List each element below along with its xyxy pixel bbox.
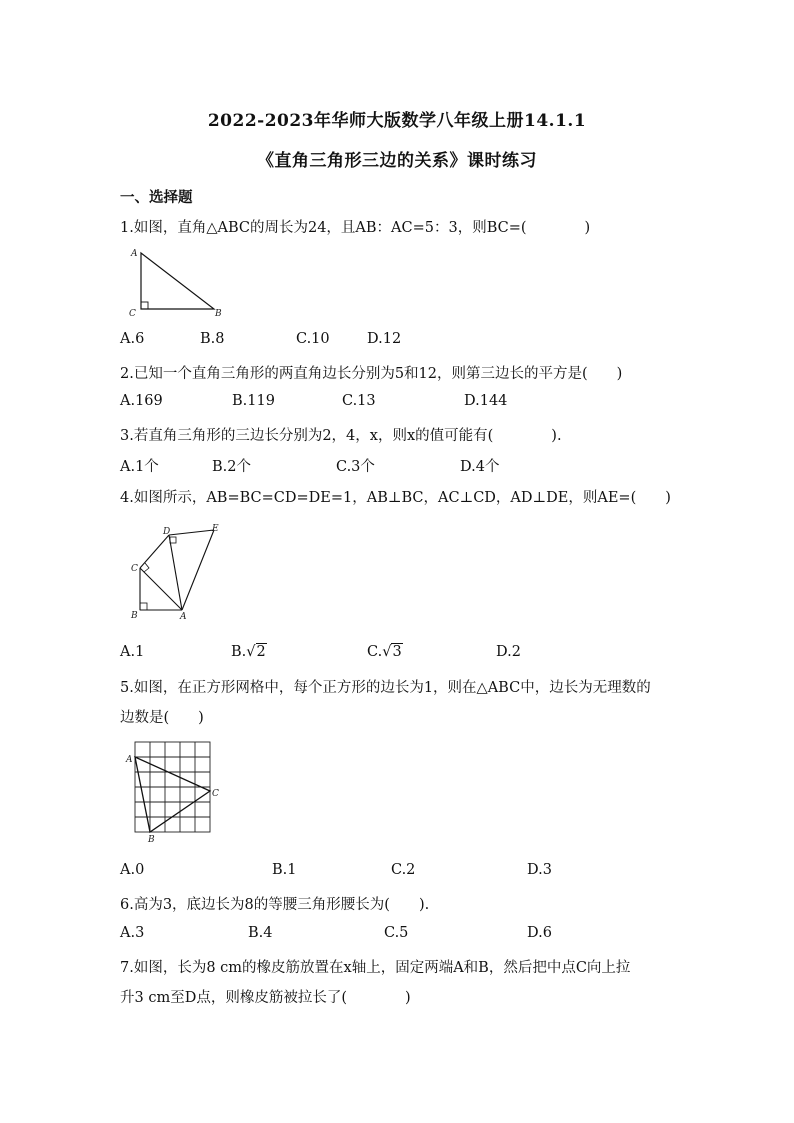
q4-option-c xyxy=(367,644,403,660)
vertex-label-e: E xyxy=(212,524,219,534)
vertex-label-c: C xyxy=(131,564,138,574)
vertex-label-c: C xyxy=(129,309,136,319)
segment-ae xyxy=(182,530,214,610)
right-angle-mark xyxy=(141,302,148,309)
question-5-text-line-2: 边数是( ) xyxy=(120,710,204,726)
q6-option-b: B.4 xyxy=(248,925,273,941)
vertex-label-b: B xyxy=(131,611,138,621)
worksheet-title: 2022-2023年华师大版数学八年级上册14.1.1 xyxy=(207,111,587,131)
q5-option-c: C.2 xyxy=(391,862,416,878)
question-1-text: 1.如图，直角△ABC的周长为24，且AB：AC=5：3，则BC=( ) xyxy=(120,220,591,236)
q3-option-d: D.4个 xyxy=(460,459,500,475)
question-3-text: 3.若直角三角形的三边长分别为2，4，x，则x的值可能有( ). xyxy=(120,428,562,444)
vertex-label-d: D xyxy=(163,527,171,537)
segment-de xyxy=(169,530,214,535)
square-grid xyxy=(135,742,210,832)
vertex-label-a: A xyxy=(180,612,187,622)
segment-cd xyxy=(140,535,169,568)
q1-option-c: C.10 xyxy=(296,331,330,347)
q4-option-b-letter: B. xyxy=(231,644,247,660)
q2-option-a: A.169 xyxy=(120,393,163,409)
q1-option-b: B.8 xyxy=(200,331,225,347)
vertex-label-a: A xyxy=(131,249,138,259)
right-angle-mark-c xyxy=(144,563,149,572)
q4-option-b-radicand: 2 xyxy=(256,644,266,660)
q3-option-c: C.3个 xyxy=(336,459,375,475)
sqrt-symbol: √ xyxy=(382,644,392,660)
vertex-label-b: B xyxy=(148,835,155,844)
section-heading: 一、选择题 xyxy=(120,189,193,206)
q5-option-b: B.1 xyxy=(272,862,297,878)
q5-option-d: D.3 xyxy=(527,862,552,878)
worksheet-subtitle: 《直角三角形三边的关系》课时练习 xyxy=(257,151,537,171)
question-4-text: 4.如图所示，AB=BC=CD=DE=1，AB⊥BC，AC⊥CD，AD⊥DE，则AE=( ) xyxy=(120,490,671,506)
question-4-figure xyxy=(126,522,230,626)
q4-option-c-radicand: 3 xyxy=(392,644,402,660)
question-7-text-line-2: 升3 cm至D点，则橡皮筋被拉长了( ) xyxy=(120,990,411,1006)
q1-option-a: A.6 xyxy=(120,331,145,347)
q3-option-b: B.2个 xyxy=(212,459,251,475)
q2-option-b: B.119 xyxy=(232,393,275,409)
q4-option-d: D.2 xyxy=(496,644,521,660)
vertex-label-c: C xyxy=(212,789,219,799)
q5-option-a: A.0 xyxy=(120,862,145,878)
q4-option-b xyxy=(231,644,267,660)
vertex-label-a: A xyxy=(126,755,133,765)
triangle-abc xyxy=(135,757,210,832)
question-7-text-line-1: 7.如图，长为8 cm的橡皮筋放置在x轴上，固定两端A和B，然后把中点C向上拉 xyxy=(120,960,631,976)
q3-option-a: A.1个 xyxy=(120,459,159,475)
question-5-figure xyxy=(124,738,224,844)
q2-option-d: D.144 xyxy=(464,393,508,409)
right-angle-mark-d xyxy=(170,537,176,543)
question-2-text: 2.已知一个直角三角形的两直角边长分别为5和12，则第三边长的平方是( ) xyxy=(120,366,623,382)
question-1-figure xyxy=(124,244,228,322)
triangle-abc xyxy=(141,253,214,309)
question-6-text: 6.高为3，底边长为8的等腰三角形腰长为( ). xyxy=(120,897,430,913)
question-5-text-line-1: 5.如图，在正方形网格中，每个正方形的边长为1，则在△ABC中，边长为无理数的 xyxy=(120,680,651,696)
vertex-label-b: B xyxy=(215,309,222,319)
q1-option-d: D.12 xyxy=(367,331,402,347)
sqrt-symbol: √ xyxy=(246,644,256,660)
q2-option-c: C.13 xyxy=(342,393,376,409)
q6-option-a: A.3 xyxy=(120,925,145,941)
right-angle-mark-b xyxy=(140,603,147,610)
q4-option-c-letter: C. xyxy=(367,644,383,660)
q4-option-a: A.1 xyxy=(120,644,145,660)
q6-option-c: C.5 xyxy=(384,925,409,941)
q6-option-d: D.6 xyxy=(527,925,552,941)
